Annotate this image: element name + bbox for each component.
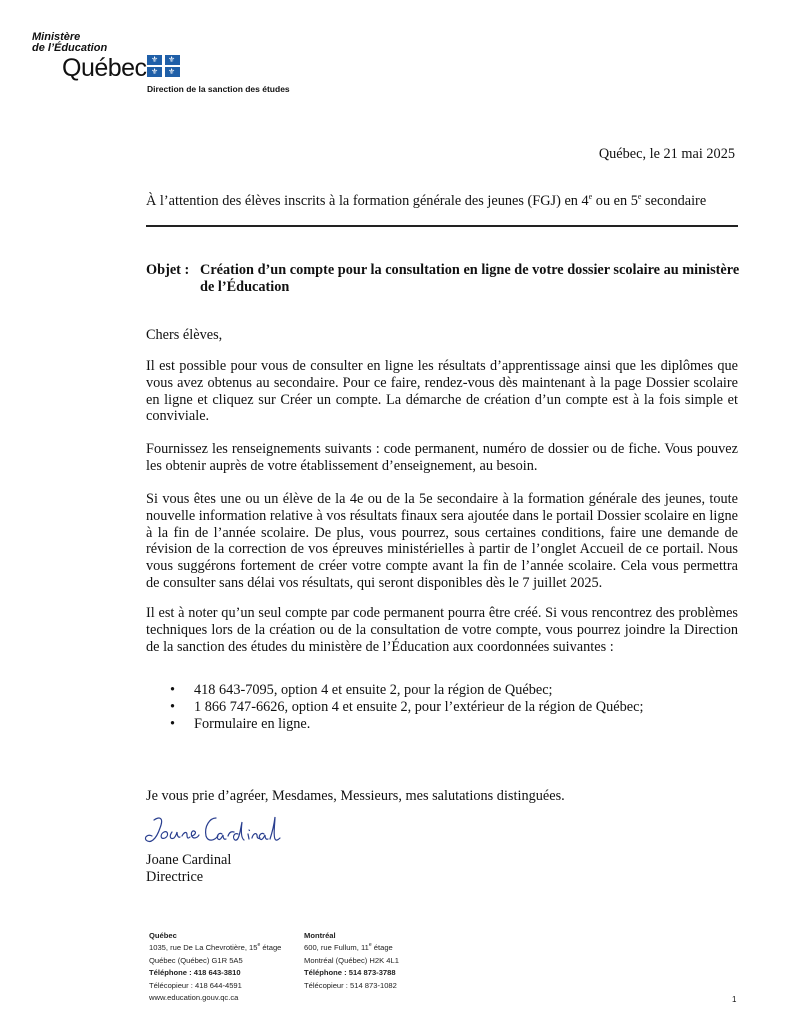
footer-phone: Téléphone : 418 643-3810: [149, 968, 241, 978]
footer-montreal-address: [304, 930, 399, 992]
contact-list: [170, 682, 730, 732]
body-paragraph: Il est possible pour vous de consulter en ligne les résultats d’apprentissage ainsi que les diplômes que vous avez obtenus au secondaire. Pour ce faire, rendez-vous dès maintenant à la page Dossier scolaire en ligne et cliquez sur Créer un compte. La démarche de création d’un compte est à la fois simple et conviviale.: [146, 358, 738, 425]
bullet: •: [170, 682, 176, 698]
quebec-flag-icon: ⚜ ⚜ ⚜ ⚜: [147, 55, 180, 77]
footer-address: 1035, rue De La Chevrotière, 15e étage: [149, 942, 282, 953]
ministry-line-1: Ministère: [32, 31, 81, 43]
footer-website[interactable]: www.education.gouv.qc.ca: [149, 993, 239, 1003]
direction-name: Direction de la sanction des études: [147, 84, 290, 94]
signer-title: Directrice: [146, 869, 204, 885]
footer-fax: Télécopieur : 514 873-1082: [304, 980, 397, 990]
letter-date: Québec, le 21 mai 2025: [598, 146, 735, 162]
attention-line: À l’attention des élèves inscrits à la formation générale des jeunes (FGJ) en 4e ou en 5e secondaire: [146, 192, 707, 209]
list-item: • 1 866 747-6626, option 4 et ensuite 2, pour l’extérieur de la région de Québec;: [170, 698, 644, 715]
body-paragraph: Si vous êtes une ou un élève de la 4e ou de la 5e secondaire à la formation générale des jeunes, toute nouvelle information relative à vos résultats finaux sera ajoutée dans le portail Dossier scolaire en ligne à la fin de l’année scolaire. De plus, vous pourrez, sous certaines conditions, faire une demande de révision de la correction de vos épreuves ministérielles à partir de l’onglet Accueil de ce portail. Nous vous suggérons fortement de créer votre compte avant la fin de l’année scolaire. Cela vous permettra de consulter sans délai vos résultats, qui seront disponibles dès le 7 juillet 2025.: [146, 491, 738, 591]
list-item: • Formulaire en ligne.: [170, 715, 311, 732]
subject-label: Objet :: [146, 262, 190, 278]
body-paragraph: Fournissez les renseignements suivants : code permanent, numéro de dossier ou de fiche. Vous pouvez les obtenir auprès de votre établissement d’enseignement, au besoin.: [146, 441, 738, 474]
greeting: Chers élèves,: [146, 327, 223, 343]
footer-postal: Montréal (Québec) H2K 4L1: [304, 955, 399, 965]
footer-fax: Télécopieur : 418 644-4591: [149, 980, 242, 990]
page-number: 1: [732, 995, 737, 1004]
footer-postal: Québec (Québec) G1R 5A5: [149, 955, 243, 965]
signer-name: Joane Cardinal: [146, 852, 232, 868]
footer-phone: Téléphone : 514 873-3788: [304, 968, 396, 978]
header-divider: [146, 225, 738, 227]
ministry-line-2: de l’Éducation: [32, 42, 108, 54]
footer-city: Montréal: [304, 931, 336, 940]
body-paragraph: Il est à noter qu’un seul compte par code permanent pourra être créé. Si vous rencontrez des problèmes techniques lors de la création ou de la consultation de votre compte, vous pourrez joindre la Direction de la sanction des études du ministère de l’Éducation aux coordonnées suivantes :: [146, 605, 738, 655]
footer-quebec-address: [149, 930, 281, 1004]
ministry-name: [32, 32, 107, 54]
footer-city: Québec: [149, 931, 177, 940]
bullet: •: [170, 715, 176, 732]
bullet: •: [170, 698, 176, 715]
quebec-wordmark: Québec: [62, 54, 147, 82]
footer-address: 600, rue Fullum, 11e étage: [304, 942, 393, 953]
list-item: • 418 643-7095, option 4 et ensuite 2, pour la région de Québec;: [170, 682, 553, 698]
subject-text: Création d’un compte pour la consultation en ligne de votre dossier scolaire au ministère de l’Éducation: [200, 262, 740, 295]
closing-line: Je vous prie d’agréer, Mesdames, Messieurs, mes salutations distinguées.: [146, 788, 565, 804]
signature-image: [142, 806, 282, 856]
